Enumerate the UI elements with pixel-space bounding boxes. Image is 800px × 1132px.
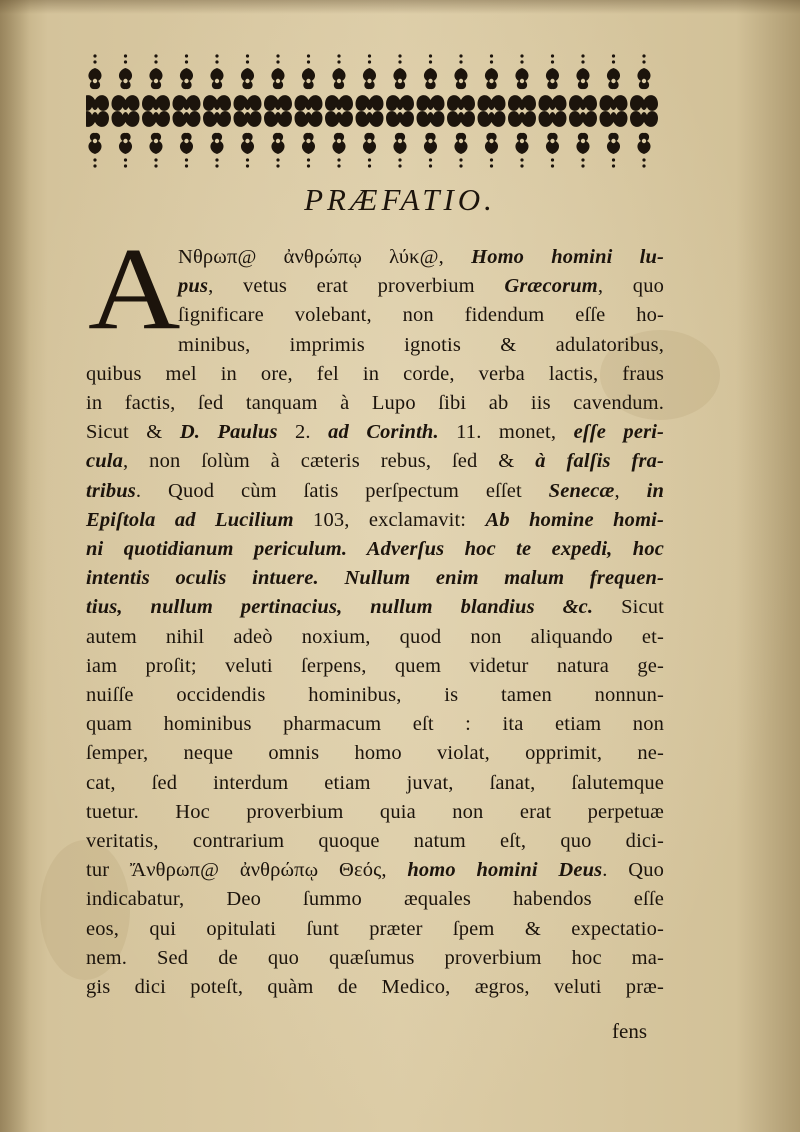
- italic-text: tius, nullum pertinacius, nullum blandius &c.: [86, 596, 594, 619]
- italic-text: in: [646, 479, 664, 502]
- page-title: PRÆFATIO.: [304, 182, 496, 217]
- text-line: [86, 973, 664, 1002]
- text-line: [86, 389, 664, 418]
- fleuron-icon: [508, 54, 536, 167]
- text-line: [86, 710, 664, 739]
- roman-text: nem. Sed de quo quæſumus proverbium hoc ma-: [86, 946, 664, 969]
- roman-text: Sicut &: [86, 421, 180, 444]
- text-line: [86, 739, 664, 768]
- roman-text: minibus, imprimis ignotis & adulatoribus,: [178, 333, 664, 356]
- roman-text: , quo: [597, 275, 664, 298]
- fleuron-icon: [234, 54, 262, 167]
- roman-text: , non ſolùm à cæteris rebus, ſed &: [123, 450, 536, 473]
- catchword: fens: [612, 1019, 647, 1043]
- text-line: [86, 944, 664, 973]
- fleuron-icon: [295, 54, 323, 167]
- roman-text: quibus mel in ore, fel in corde, verba lactis, fraus: [86, 362, 664, 385]
- roman-text: , vetus erat proverbium: [208, 275, 505, 298]
- page-top-shadow: [0, 0, 800, 14]
- ornamental-headpiece: [86, 52, 670, 170]
- text-line: [178, 243, 664, 272]
- text-line: [86, 915, 664, 944]
- text-line: [86, 885, 664, 914]
- fleuron-icon: [447, 54, 475, 167]
- roman-text: ſignificare volebant, non fidendum eſſe ho-: [178, 304, 664, 327]
- fleuron-icon: [539, 54, 567, 167]
- roman-text: gis dici poteſt, quàm de Medico, ægros, veluti præ-: [86, 976, 664, 998]
- roman-text: in factis, ſed tanquam à Lupo ſibi ab iis cavendum.: [86, 392, 664, 414]
- italic-text: ni quotidianum periculum. Adverſus hoc te expedi, hoc: [86, 538, 664, 560]
- text-line: [178, 301, 664, 330]
- roman-text: ſemper, neque omnis homo violat, opprimit, ne-: [86, 742, 664, 765]
- roman-text: eos, qui opitulati ſunt præter ſpem & expectatio-: [86, 917, 664, 940]
- roman-text: . Quod cùm ſatis perſpectum eſſet: [135, 479, 549, 502]
- italic-text: Senecæ: [548, 479, 615, 502]
- text-line: [86, 681, 664, 710]
- italic-text: tribus: [86, 479, 136, 502]
- roman-text: tuetur. Hoc proverbium quia non erat perpetuæ: [86, 800, 664, 823]
- roman-text: 103, exclamavit:: [293, 508, 486, 531]
- italic-text: Homo hom: [471, 246, 590, 268]
- text-line: [86, 798, 664, 827]
- fleuron-icon: [112, 54, 140, 167]
- text-line: [86, 564, 664, 593]
- roman-text: Sicut: [593, 596, 665, 619]
- roman-text: indicabatur, Deo ſummo æquales habendos eſſe: [86, 888, 664, 911]
- roman-text: cat, ſed interdum etiam juvat, ſanat, ſalutemque: [86, 771, 664, 794]
- italic-text: ad Corinth.: [328, 421, 439, 444]
- fleuron-icon: [325, 54, 353, 167]
- fleuron-icon: [417, 54, 445, 167]
- text-line: [86, 506, 664, 535]
- text-line: [86, 593, 664, 622]
- text-line: [178, 272, 664, 301]
- text-line: [86, 535, 664, 564]
- fleuron-icon: [600, 54, 628, 167]
- text-line: [86, 418, 664, 447]
- text-line: [86, 360, 664, 389]
- italic-text: eſſe peri-: [573, 421, 665, 444]
- roman-text: nuiſſe occidendis hominibus, is tamen nonnun-: [86, 684, 664, 706]
- roman-text: Nθρωπ@ ἀνθρώπῳ λύκ@,: [178, 246, 472, 268]
- roman-text: quam hominibus pharmacum eſt : ita etiam non: [86, 713, 664, 736]
- italic-text: homo homini Deus: [407, 859, 603, 882]
- italic-text: intentis oculis intuere. Nullum enim malum frequen-: [86, 567, 664, 590]
- italic-text: ini lu-: [589, 246, 664, 268]
- italic-text: pus: [178, 275, 209, 298]
- fleuron-icon: [569, 54, 597, 167]
- roman-text: iam proſit; veluti ſerpens, quem videtur natura ge-: [86, 654, 664, 677]
- roman-text: autem nihil adeò noxium, quod non aliquando et-: [86, 625, 664, 648]
- fleuron-icon: [86, 54, 109, 167]
- fleuron-icon: [356, 54, 384, 167]
- fleuron-icon: [203, 54, 231, 167]
- fleuron-icon: [478, 54, 506, 167]
- roman-text: veritatis, contrarium quoque natum eſt, quo dici-: [86, 830, 664, 852]
- italic-text: D. Paulus: [179, 421, 278, 444]
- fleuron-icon: [173, 54, 201, 167]
- text-line: [86, 447, 664, 476]
- fleuron-icon: [142, 54, 170, 167]
- text-line: [86, 623, 664, 652]
- italic-text: Græcorum: [504, 275, 598, 298]
- text-line: [86, 769, 664, 798]
- page-left-shadow: [0, 0, 30, 1132]
- text-line: [86, 652, 664, 681]
- fleuron-icon: [386, 54, 414, 167]
- text-line: [86, 477, 664, 506]
- italic-text: à falſis fra-: [535, 450, 664, 473]
- fleuron-icon: [264, 54, 292, 167]
- italic-text: Epiſtola ad Lucilium: [86, 508, 294, 531]
- italic-text: cula: [86, 450, 124, 473]
- roman-text: tur Ἄνθρωπ@ ἀνθρώπῳ Θεός,: [86, 859, 408, 882]
- roman-text: 2.: [277, 421, 329, 444]
- text-line: [86, 827, 664, 856]
- text-line: [86, 856, 664, 885]
- fleuron-icon: [630, 54, 658, 167]
- text-line: [178, 331, 664, 360]
- roman-text: 11. monet,: [438, 421, 574, 444]
- italic-text: Ab homine homi-: [485, 508, 665, 531]
- roman-text: ,: [614, 479, 647, 502]
- drop-cap: A: [88, 223, 181, 355]
- roman-text: . Quo: [602, 859, 664, 882]
